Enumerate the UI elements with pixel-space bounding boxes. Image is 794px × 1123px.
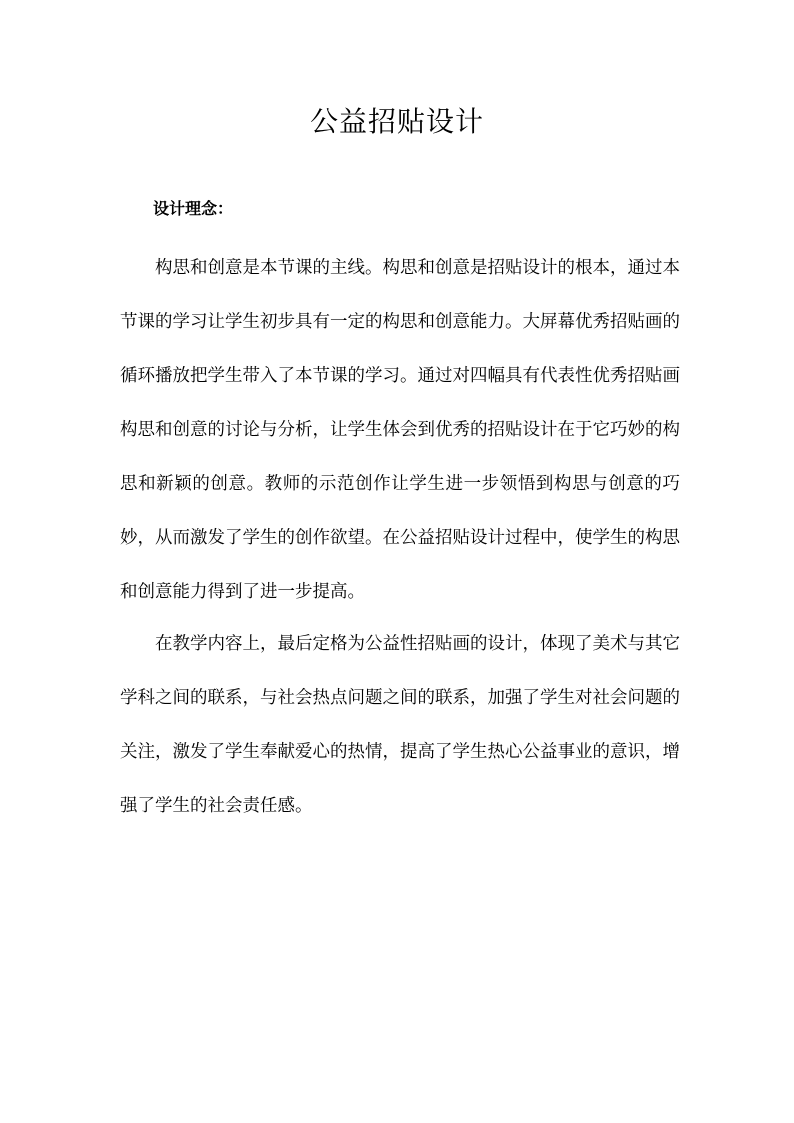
document-title: 公益招贴设计	[309, 105, 484, 138]
paragraph-teaching-content: 在教学内容上，最后定格为公益性招贴画的设计，体现了美术与其它学科之间的联系，与社会热点问题之间的联系，加强了学生对社会问题的关注，激发了学生奉献爱心的热情，提高了学生热心公益事业的意识，增强了学生的社会责任感。	[120, 634, 680, 816]
paragraph-design-concept: 构思和创意是本节课的主线。构思和创意是招贴设计的根本，通过本节课的学习让学生初步具有一定的构思和创意能力。大屏幕优秀招贴画的循环播放把学生带入了本节课的学习。通过对四幅具有代表性优秀招贴画构思和创意的讨论与分析，让学生体会到优秀的招贴设计在于它巧妙的构思和新颖的创意。教师的示范创作让学生进一步领悟到构思与创意的巧妙，从而激发了学生的创作欲望。在公益招贴设计过程中，使学生的构思和创意能力得到了进一步提高。	[120, 258, 680, 602]
section-heading: 设计理念：	[153, 199, 234, 218]
